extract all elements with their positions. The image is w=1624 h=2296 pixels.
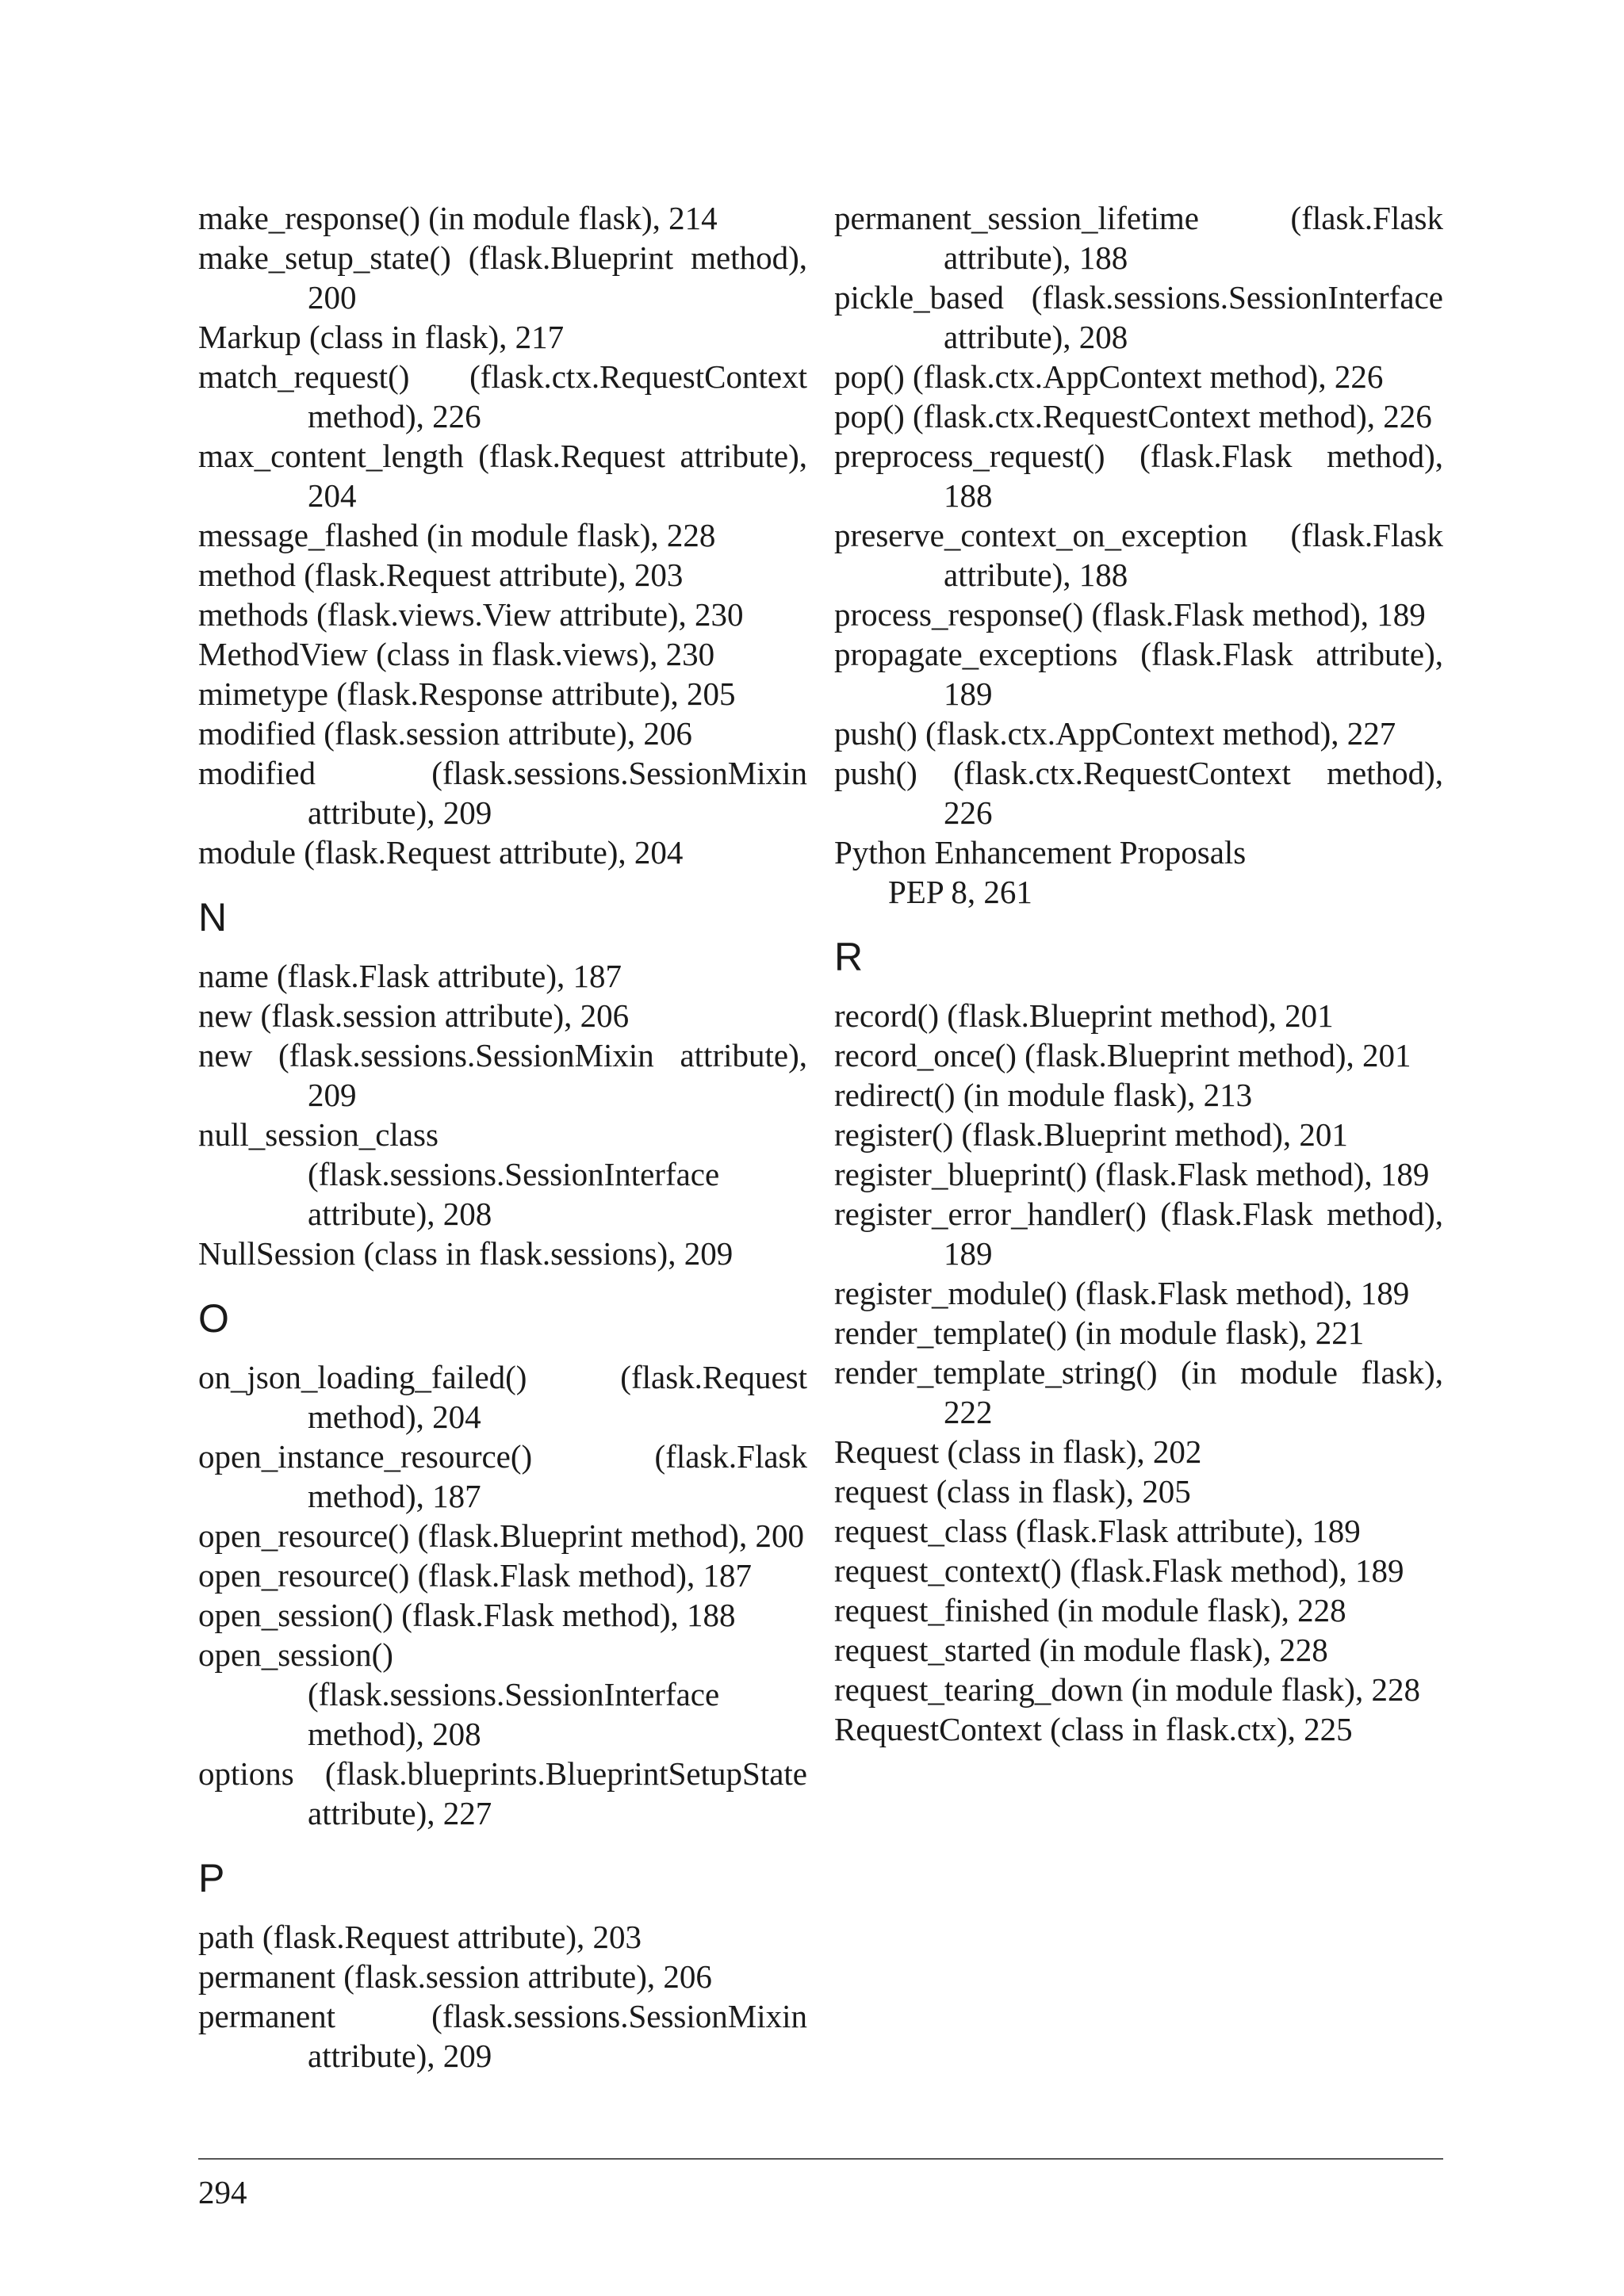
page-number: 294 bbox=[198, 2174, 247, 2210]
index-entry: permanent (flask.session attribute), 206 bbox=[198, 1958, 712, 1995]
index-entry: NullSession (class in flask.sessions), 209 bbox=[198, 1235, 733, 1272]
index-entry: register_error_handler() (flask.Flask method), 189 bbox=[834, 1196, 1443, 1272]
index-entry: null_session_class (flask.sessions.SessionInterface attribute), 208 bbox=[198, 1116, 720, 1232]
index-subentry: PEP 8, 261 bbox=[888, 874, 1032, 910]
index-entry: open_session() (flask.sessions.SessionInterface method), 208 bbox=[198, 1636, 720, 1752]
index-entry: process_response() (flask.Flask method), 189 bbox=[834, 596, 1426, 633]
index-entry: request (class in flask), 205 bbox=[834, 1473, 1191, 1510]
index-entry: open_session() (flask.Flask method), 188 bbox=[198, 1597, 736, 1633]
index-entry: path (flask.Request attribute), 203 bbox=[198, 1919, 642, 1955]
index-entry: method (flask.Request attribute), 203 bbox=[198, 557, 684, 593]
index-entry: Markup (class in flask), 217 bbox=[198, 319, 565, 355]
index-entry: new (flask.session attribute), 206 bbox=[198, 997, 630, 1034]
index-entry: register() (flask.Blueprint method), 201 bbox=[834, 1116, 1348, 1153]
index-entry: permanent (flask.sessions.SessionMixin attribute), 209 bbox=[198, 1998, 807, 2074]
index-entry: options (flask.blueprints.BlueprintSetupState attribute), 227 bbox=[198, 1755, 807, 1831]
footer-rule bbox=[198, 2158, 1443, 2160]
index-entry: preserve_context_on_exception (flask.Flask attribute), 188 bbox=[834, 517, 1443, 593]
index-entry: Request (class in flask), 202 bbox=[834, 1433, 1202, 1470]
index-entry: modified (flask.session attribute), 206 bbox=[198, 715, 692, 752]
index-entry: pop() (flask.ctx.RequestContext method), 226 bbox=[834, 398, 1432, 434]
index-entry: message_flashed (in module flask), 228 bbox=[198, 517, 716, 553]
index-letter-heading: P bbox=[198, 1856, 225, 1900]
index-column-right bbox=[834, 198, 1443, 1749]
index-entry: redirect() (in module flask), 213 bbox=[834, 1077, 1253, 1113]
index-entry: modified (flask.sessions.SessionMixin attribute), 209 bbox=[198, 755, 807, 831]
index-entry: request_class (flask.Flask attribute), 189 bbox=[834, 1513, 1361, 1549]
index-letter-heading: N bbox=[198, 895, 228, 939]
index-entry: name (flask.Flask attribute), 187 bbox=[198, 958, 622, 994]
index-entry: open_resource() (flask.Blueprint method), 200 bbox=[198, 1517, 804, 1554]
index-entry: module (flask.Request attribute), 204 bbox=[198, 834, 684, 871]
index-entry: new (flask.sessions.SessionMixin attribute), 209 bbox=[198, 1037, 807, 1113]
index-entry: render_template_string() (in module flask), 222 bbox=[834, 1354, 1443, 1430]
index-entry: open_resource() (flask.Flask method), 187 bbox=[198, 1557, 752, 1594]
index-entry: register_module() (flask.Flask method), 189 bbox=[834, 1275, 1410, 1311]
index-entry: register_blueprint() (flask.Flask method), 189 bbox=[834, 1156, 1430, 1192]
index-entry: pop() (flask.ctx.AppContext method), 226 bbox=[834, 358, 1384, 395]
index-entry: methods (flask.views.View attribute), 230 bbox=[198, 596, 744, 633]
index-entry: match_request() (flask.ctx.RequestContext method), 226 bbox=[198, 358, 807, 434]
index-entry: request_started (in module flask), 228 bbox=[834, 1632, 1328, 1668]
index-entry: render_template() (in module flask), 221 bbox=[834, 1314, 1365, 1351]
index-entry: permanent_session_lifetime (flask.Flask attribute), 188 bbox=[834, 200, 1443, 276]
index-entry: request_finished (in module flask), 228 bbox=[834, 1592, 1346, 1628]
index-entry: Python Enhancement Proposals bbox=[834, 834, 1247, 871]
index-letter-heading: O bbox=[198, 1296, 229, 1341]
index-entry: on_json_loading_failed() (flask.Request method), 204 bbox=[198, 1359, 807, 1435]
index-column-left bbox=[198, 198, 807, 2076]
index-entry: preprocess_request() (flask.Flask method), 188 bbox=[834, 438, 1443, 514]
index-entry: make_response() (in module flask), 214 bbox=[198, 200, 718, 236]
index-entry: record_once() (flask.Blueprint method), 201 bbox=[834, 1037, 1411, 1073]
index-entry: push() (flask.ctx.AppContext method), 227 bbox=[834, 715, 1396, 752]
index-entry: record() (flask.Blueprint method), 201 bbox=[834, 997, 1334, 1034]
index-entry: RequestContext (class in flask.ctx), 225 bbox=[834, 1711, 1353, 1747]
index-entry: push() (flask.ctx.RequestContext method), 226 bbox=[834, 755, 1443, 831]
index-entry: propagate_exceptions (flask.Flask attribute), 189 bbox=[834, 636, 1443, 712]
index-entry: max_content_length (flask.Request attribute), 204 bbox=[198, 438, 807, 514]
index-entry: request_tearing_down (in module flask), 228 bbox=[834, 1671, 1420, 1708]
index-entry: open_instance_resource() (flask.Flask method), 187 bbox=[198, 1438, 807, 1514]
index-letter-heading: R bbox=[834, 935, 864, 979]
index-entry: MethodView (class in flask.views), 230 bbox=[198, 636, 715, 672]
index-entry: pickle_based (flask.sessions.SessionInterface attribute), 208 bbox=[834, 279, 1443, 355]
index-entry: mimetype (flask.Response attribute), 205 bbox=[198, 675, 736, 712]
index-entry: request_context() (flask.Flask method), 189 bbox=[834, 1552, 1404, 1589]
index-entry: make_setup_state() (flask.Blueprint method), 200 bbox=[198, 239, 807, 316]
